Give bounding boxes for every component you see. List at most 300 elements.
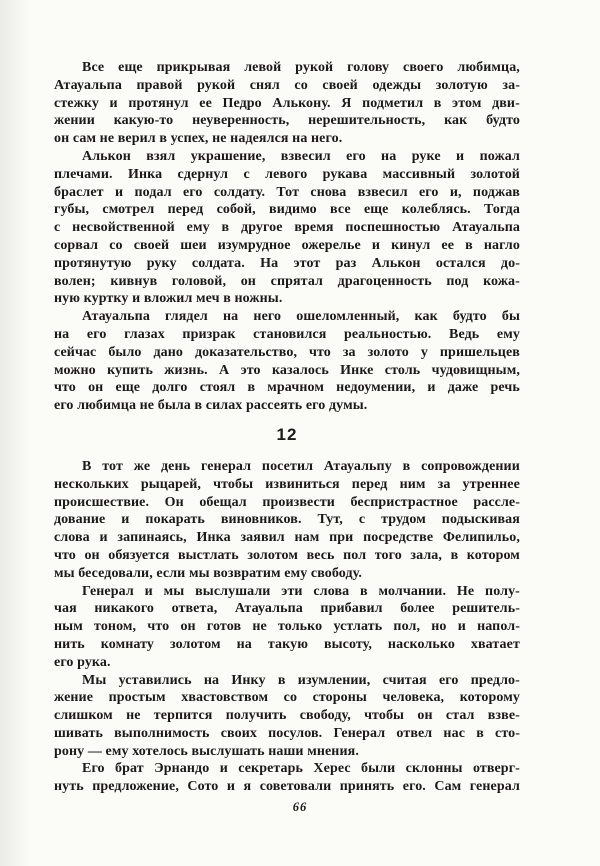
word: в (221, 220, 230, 236)
word: Его (82, 761, 105, 777)
word: рассле- (473, 494, 520, 510)
word: столь (384, 362, 421, 378)
word: Педро (222, 95, 262, 111)
text-line (54, 237, 520, 255)
word: того (374, 547, 402, 563)
word: становился (253, 326, 327, 342)
text-line (54, 184, 520, 202)
word: терпится (153, 708, 213, 724)
word: же (133, 458, 151, 474)
paragraph (54, 672, 520, 761)
chapter-number: 12 (276, 424, 298, 444)
word: Атауальпа (234, 601, 303, 617)
word: руке (411, 148, 441, 164)
word: в (476, 725, 484, 741)
word: перед (351, 476, 388, 492)
word: это (240, 362, 261, 378)
word: и (427, 380, 436, 396)
word: реальностью. (344, 326, 432, 342)
word: Он (164, 494, 184, 510)
word: взвесил (280, 148, 331, 164)
word: любимца, (457, 60, 520, 75)
word: нить (54, 636, 85, 652)
text-line (54, 476, 520, 494)
word: даже (447, 380, 479, 396)
word: он (88, 380, 104, 396)
word: Тогда (484, 202, 520, 218)
text-line (54, 77, 520, 95)
word: отвел (396, 725, 433, 741)
text-line (54, 725, 520, 743)
word: под (446, 273, 469, 289)
word: будто (486, 113, 520, 129)
word: жении (54, 113, 95, 129)
word: стоял (199, 380, 236, 396)
paragraph (54, 583, 520, 672)
word: на (54, 326, 70, 342)
word: генерал (200, 458, 252, 474)
word: что (54, 380, 76, 396)
word: слишком (54, 708, 113, 724)
word: и (114, 184, 124, 200)
word: он (180, 619, 196, 635)
word: день (160, 458, 191, 474)
word: считая (382, 672, 427, 688)
word: с (54, 220, 61, 236)
word: жизнь. (164, 362, 208, 378)
word: золотом (247, 547, 299, 563)
word: обещал (199, 494, 247, 510)
word: него (253, 309, 282, 325)
word: другое (241, 220, 283, 236)
text-line (54, 219, 520, 237)
word: предложение, (92, 779, 179, 795)
word: изумрудное (217, 237, 291, 253)
text-line: его любимца не была в силах рассеять его думы. (54, 398, 368, 414)
word: эти (281, 583, 303, 599)
word: шеи (180, 237, 207, 253)
word: спрятал (270, 273, 323, 289)
word: поспешностью (345, 220, 441, 236)
word: жение (54, 690, 94, 706)
word: и, (449, 184, 462, 200)
word: перед (167, 202, 204, 218)
word: чтобы (213, 476, 254, 492)
word: чудовищным, (431, 362, 520, 378)
word: такую (267, 636, 308, 652)
word: до- (500, 255, 520, 271)
word: его (438, 672, 459, 688)
word: сорвал (54, 237, 99, 253)
word: дование (54, 512, 106, 528)
word: Инке (340, 362, 374, 378)
scan-edge-shadow (0, 0, 30, 866)
word: Алькон (371, 255, 421, 271)
word: шивать (54, 725, 103, 741)
word: покарать (145, 512, 205, 528)
word: солдата. (191, 255, 245, 271)
word: полу- (485, 583, 520, 599)
word: беспристрастное (350, 494, 458, 510)
word: драгоценность (337, 273, 432, 289)
paragraph (54, 458, 520, 583)
word: сопровождении (421, 458, 520, 474)
word: более (400, 601, 435, 617)
word: комнату (100, 636, 155, 652)
word: утреннее (462, 476, 520, 492)
word: получить (225, 708, 287, 724)
word: его (86, 326, 107, 342)
text-line (54, 344, 520, 362)
word: подметил (362, 95, 424, 111)
word: были (361, 761, 396, 777)
word: но (431, 619, 447, 635)
word: долго (152, 380, 188, 396)
word: весь (306, 547, 335, 563)
word: не (252, 619, 267, 635)
word: заявил (240, 530, 285, 546)
word: еще (118, 60, 143, 75)
text-line (54, 59, 520, 77)
word: советовали (259, 779, 332, 795)
word: нуть (54, 779, 84, 795)
word: за (342, 344, 356, 360)
word: Эрнандо (154, 761, 210, 777)
word: глазах (124, 326, 165, 342)
word: Алькон (82, 148, 131, 164)
word: дано (153, 344, 183, 360)
word: отверг- (472, 761, 520, 777)
word: стороны (312, 690, 367, 706)
word: генерал (469, 779, 520, 795)
paragraph (54, 760, 520, 796)
word: запинаясь, (117, 530, 187, 546)
word: у (420, 344, 428, 360)
word: пришельцев (439, 344, 520, 360)
word: время (294, 220, 334, 236)
word: несвойственной (72, 220, 175, 236)
text-line (54, 760, 520, 778)
word: раз (335, 255, 357, 271)
word: какую-то (113, 113, 174, 129)
word: снял (249, 77, 280, 93)
word: он (417, 708, 433, 724)
word: плечами. (54, 166, 113, 182)
word: посредстве (363, 530, 434, 546)
text-line (54, 362, 520, 380)
word: Ведь (449, 326, 480, 342)
word: и (456, 148, 465, 164)
word: взвесил (357, 184, 408, 200)
word: Инка (196, 530, 231, 546)
word: его. (402, 779, 426, 795)
word: мрачном (267, 380, 324, 396)
word: в (465, 237, 473, 253)
word: высоту, (323, 636, 372, 652)
word: посулов. (268, 725, 323, 741)
word: произвести (262, 494, 335, 510)
word: все (330, 202, 351, 218)
word: правой (136, 77, 183, 93)
word: его (346, 148, 366, 164)
word: что (147, 619, 170, 635)
word: украшение, (190, 148, 266, 164)
word: еще (363, 202, 389, 218)
word: левого (265, 166, 308, 182)
word: и (144, 583, 153, 599)
word: котором (466, 547, 520, 563)
word: недоумении, (336, 380, 416, 396)
word: золотой (470, 166, 520, 182)
word: ответа, (171, 601, 218, 617)
word: и (457, 619, 466, 635)
word: насколько (387, 636, 455, 652)
word: стал (445, 708, 475, 724)
word: стежку (54, 95, 99, 111)
text-line (54, 547, 520, 565)
word: смотрел (102, 202, 155, 218)
word: золотом (169, 636, 221, 652)
text-line (54, 707, 520, 725)
word: со (283, 690, 298, 706)
word: Генерал (82, 583, 134, 599)
word: посетил (261, 458, 314, 474)
word: протянутую (54, 255, 132, 271)
word: простым (108, 690, 166, 706)
word: золотую (435, 77, 488, 93)
word: и (371, 237, 381, 253)
word: можно (54, 362, 96, 378)
word: только (278, 619, 323, 635)
text-line (54, 778, 520, 796)
text-line (54, 529, 520, 547)
word: тоном, (94, 619, 137, 635)
word: свободу, (299, 708, 351, 724)
word: было (108, 344, 142, 360)
word: за (437, 476, 451, 492)
text-line (54, 201, 520, 219)
word: кинул (391, 237, 431, 253)
word: своего (403, 60, 444, 75)
word: мы (163, 583, 185, 599)
word: губы, (54, 202, 90, 218)
word: готов (206, 619, 242, 635)
word: за- (502, 77, 520, 93)
word: речь (490, 380, 520, 396)
word: решитель- (452, 601, 520, 617)
word: своей (322, 77, 358, 93)
word: как (414, 309, 438, 325)
word: рукой (295, 60, 334, 75)
word: устлать (333, 619, 383, 635)
word: Сам (434, 779, 462, 795)
word: в (277, 672, 286, 688)
word: и (226, 779, 236, 795)
text-line (54, 273, 520, 291)
word: слова (54, 530, 90, 546)
word: предло- (470, 672, 520, 688)
word: брат (115, 761, 144, 777)
word: и (121, 512, 130, 528)
word: рукой (197, 77, 236, 93)
word: в (360, 583, 368, 599)
word: хватает (470, 636, 520, 652)
word: его (418, 184, 439, 200)
word: нерешительность, (308, 113, 426, 129)
word: Алькону. (272, 95, 331, 111)
word: ее (441, 237, 455, 253)
word: Атауальпа (54, 77, 122, 93)
word: не (126, 708, 141, 724)
word: с (358, 512, 366, 528)
word: снова (310, 184, 347, 200)
word: Сото (187, 779, 219, 795)
word: ему (496, 326, 520, 342)
word: собой, (216, 202, 256, 218)
text-line (54, 636, 520, 654)
word: Мы (82, 672, 107, 688)
text-line: рону — ему хотелось выслушать наши мнения. (54, 743, 359, 759)
text-line (54, 112, 520, 130)
word: чая (54, 601, 77, 617)
word: колеблясь. (401, 202, 471, 218)
word: выслушали (195, 583, 271, 599)
word: его (183, 184, 203, 200)
text-line (54, 255, 520, 273)
word: как (444, 113, 468, 129)
word: На (260, 255, 279, 271)
word: он (84, 547, 100, 563)
word: Генерал (333, 725, 386, 741)
word: пол (343, 547, 367, 563)
word: которому (459, 690, 520, 706)
word: трудом (381, 512, 426, 528)
word: и (99, 530, 108, 546)
word: пожал (479, 148, 520, 164)
word: сдернул (177, 166, 229, 182)
word: Инка (127, 166, 163, 182)
word: призрак (182, 326, 236, 342)
word: казалось (271, 362, 329, 378)
word: в (433, 95, 442, 111)
word: со (294, 77, 308, 93)
word: подал (134, 184, 172, 200)
word: своей (133, 237, 170, 253)
word: со (109, 237, 123, 253)
word: нагло (483, 237, 520, 253)
word: что (54, 547, 76, 563)
word: сейчас (54, 344, 97, 360)
word: Тут, (317, 512, 343, 528)
text-line (54, 689, 520, 707)
word: бы (501, 309, 520, 325)
word: я (243, 779, 252, 795)
word: золото (367, 344, 409, 360)
word: дви- (492, 95, 520, 111)
word: на (236, 636, 252, 652)
word: выстлать (177, 547, 239, 563)
word: склонны (405, 761, 463, 777)
word: обязуется (108, 547, 170, 563)
word: видимо (269, 202, 317, 218)
text-line (54, 326, 520, 344)
word: и (219, 761, 228, 777)
word: принять (339, 779, 395, 795)
text-line (54, 95, 520, 113)
word: кожа- (483, 273, 520, 289)
text-line (54, 494, 520, 512)
word: рукава (322, 166, 368, 182)
text-line (54, 600, 520, 618)
text-line: ную куртку и вложил меч в ножны. (54, 291, 283, 307)
text-line (54, 148, 520, 166)
word: еще (115, 380, 141, 396)
word: в (450, 547, 459, 563)
page-footer (0, 798, 600, 816)
word: никакого (94, 601, 155, 617)
word: слова (313, 583, 350, 599)
word: своих (220, 725, 257, 741)
word: уставились (118, 672, 192, 688)
word: виновников. (220, 512, 302, 528)
word: остался (435, 255, 486, 271)
word: секретарь (238, 761, 304, 777)
word: сто- (495, 725, 520, 741)
word: этом (452, 95, 482, 111)
word: доказательство, (194, 344, 298, 360)
word: Инку (231, 672, 266, 688)
word: протянул (128, 95, 189, 111)
word: этот (293, 255, 321, 271)
text-line (54, 379, 520, 397)
word: браслет (54, 184, 104, 200)
word: ожерелье (301, 237, 361, 253)
word: нескольких (54, 476, 129, 492)
text-line (54, 166, 520, 184)
word: глядел (165, 309, 208, 325)
word: солдату. (213, 184, 266, 200)
word: Я (341, 95, 352, 111)
text-line (54, 672, 520, 690)
word: происшествие. (54, 494, 150, 510)
text-line (54, 458, 520, 476)
word: прибавил (320, 601, 383, 617)
word: зала, (410, 547, 442, 563)
text-line (54, 308, 520, 326)
word: изумлении, (297, 672, 371, 688)
word: рыцарей, (140, 476, 201, 492)
word: ошеломленный, (296, 309, 400, 325)
word: подыскивая (441, 512, 520, 528)
page-number: 66 (292, 800, 308, 814)
word: пол, (393, 619, 421, 635)
word: прикрывая (156, 60, 231, 75)
word: А (219, 362, 230, 378)
word: Фелипильо, (442, 530, 520, 546)
word: Все (82, 60, 105, 75)
word: с (243, 166, 250, 182)
word: взял (146, 148, 176, 164)
word: Атауальпу (323, 458, 392, 474)
paragraph (54, 148, 520, 308)
word: купить (107, 362, 153, 378)
word: голову (347, 60, 390, 75)
word: человека, (382, 690, 445, 706)
word: Херес (313, 761, 351, 777)
word: хвастовством (181, 690, 269, 706)
text-line (54, 618, 520, 636)
word: Тот (276, 184, 300, 200)
